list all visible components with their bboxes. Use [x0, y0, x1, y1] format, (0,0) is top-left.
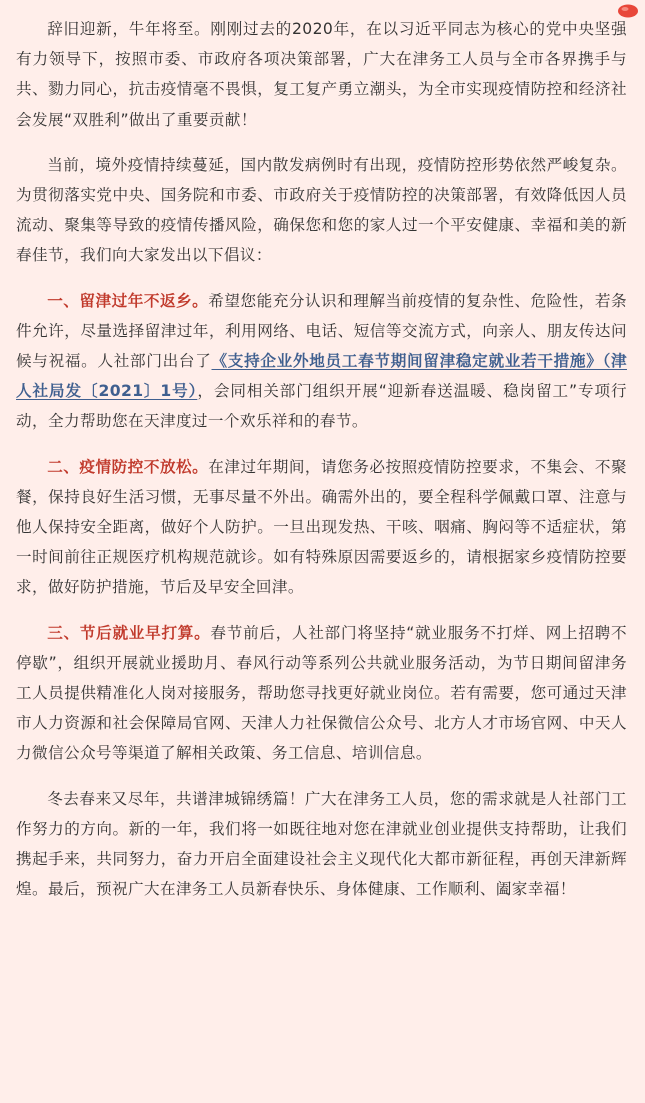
heading-epidemic-prevention: 二、疫情防控不放松。 — [47, 457, 209, 476]
policy-document-link[interactable]: 《支持企业外地员工春节期间留津稳定就业若干措施》（津人社局发〔2021〕1号） — [16, 352, 627, 401]
paragraph-intro — [16, 14, 627, 135]
paragraph-closing — [16, 784, 627, 905]
stay-text-after-link: ，会同相关部门组织开展“迎新春送温暖、稳岗留工”专项行动，全力帮助您在天津度过一个欢乐祥和的春节。 — [16, 382, 627, 431]
lantern-body — [618, 5, 638, 18]
paragraph-situation — [16, 150, 627, 271]
paragraph-employment-plan — [16, 618, 627, 769]
lantern-shine — [622, 7, 629, 11]
paragraph-closing-text: 冬去春来又尽年，共谱津城锦绣篇！广大在津务工人员，您的需求就是人社部门工作努力的方向。新的一年，我们将一如既往地对您在津就业创业提供支持帮助，让我们携起手来，共同努力，奋力开启全面建设社会主义现代化大都市新征程，再创天津新辉煌。最后，预祝广大在津务工人员新春快乐、身体健康、工作顺利、阖家幸福！ — [16, 789, 627, 899]
epidemic-prevention-text: 在津过年期间，请您务必按照疫情防控要求，不集会、不聚餐，保持良好生活习惯，无事尽量不外出。确需外出的，要全程科学佩戴口罩、注意与他人保持安全距离，做好个人防护。一旦出现发热、干咳、咽痛、胸闷等不适症状，第一时间前往正规医疗机构规范就诊。如有特殊原因需要返乡的，请根据家乡疫情防控要求，做好防护措施，节后及早安全回津。 — [16, 457, 627, 597]
heading-employment-plan: 三、节后就业早打算。 — [47, 623, 211, 642]
employment-plan-text: 春节前后，人社部门将坚持“就业服务不打烊、网上招聘不停歇”，组织开展就业援助月、春风行动等系列公共就业服务活动，为节日期间留津务工人员提供精准化人岗对接服务，帮助您寻找更好就业岗位。若有需要，您可通过天津市人力资源和社会保障局官网、天津人力社保微信公众号、北方人才市场官网、中天人力微信公众号等渠道了解相关政策、务工信息、培训信息。 — [16, 623, 627, 763]
paragraph-stay-in-tianjin — [16, 286, 627, 437]
lantern-icon — [617, 2, 639, 18]
paragraph-intro-text: 辞旧迎新，牛年将至。刚刚过去的2020年，在以习近平同志为核心的党中央坚强有力领导下，按照市委、市政府各项决策部署，广大在津务工人员与全市各界携手与共、勠力同心，抗击疫情毫不畏惧，复工复产勇立潮头，为全市实现疫情防控和经济社会发展“双胜利”做出了重要贡献！ — [16, 20, 627, 129]
paragraph-epidemic-prevention — [16, 452, 627, 603]
stay-text-before-link: 希望您能充分认识和理解当前疫情的复杂性、危险性，若条件允许，尽量选择留津过年，利用网络、电话、短信等交流方式，向亲人、朋友传达问候与祝福。人社部门出台了 — [16, 291, 627, 371]
paragraph-situation-text: 当前，境外疫情持续蔓延，国内散发病例时有出现，疫情防控形势依然严峻复杂。为贯彻落实党中央、国务院和市委、市政府关于疫情防控的决策部署，有效降低因人员流动、聚集等导致的疫情传播风险，确保您和您的家人过一个平安健康、幸福和美的新春佳节，我们向大家发出以下倡议： — [16, 155, 627, 265]
heading-stay-in-tianjin: 一、留津过年不返乡。 — [47, 291, 209, 310]
